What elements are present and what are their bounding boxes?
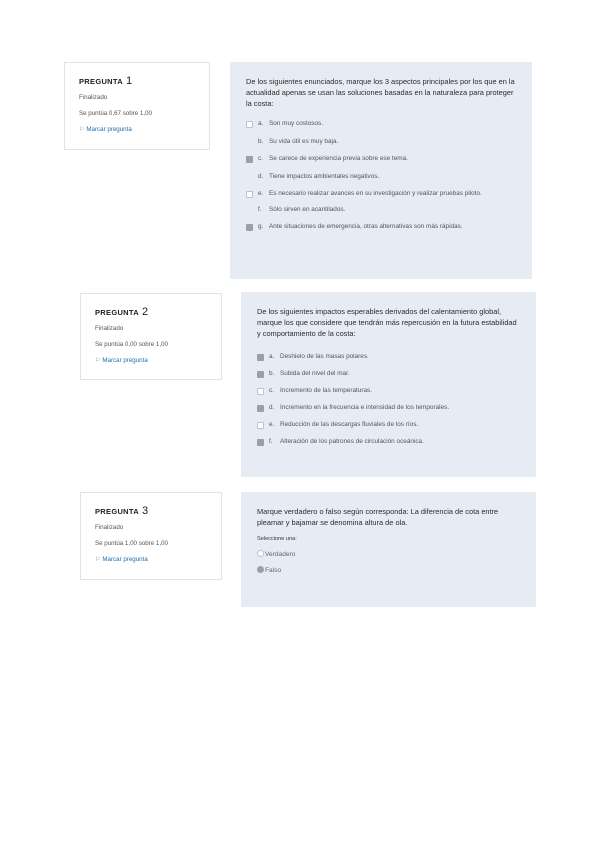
answer-option-g[interactable]: [246, 222, 516, 232]
option-text: Incremento en la frecuencia e intensidad de los temporales.: [280, 404, 450, 411]
question-score: Se puntúa 0,00 sobre 1,00: [95, 341, 168, 348]
answer-option-b[interactable]: [246, 137, 516, 147]
flag-question-label: Marcar pregunta: [102, 556, 148, 563]
question-label: PREGUNTA: [79, 77, 123, 86]
answer-option-e[interactable]: [257, 420, 520, 430]
checkbox[interactable]: [257, 388, 264, 395]
radio-option-false[interactable]: [257, 566, 520, 574]
option-letter: f.: [269, 438, 273, 445]
question-info-panel: [64, 62, 210, 150]
question-number: 1: [125, 75, 133, 87]
answer-option-c[interactable]: [257, 386, 520, 396]
question-content-panel: [230, 62, 532, 279]
answer-options: [257, 352, 520, 447]
checkbox[interactable]: [257, 371, 264, 378]
answer-option-f[interactable]: [257, 437, 520, 447]
radio-option-label: Falso: [265, 567, 282, 574]
option-text: Sólo sirven en acantilados.: [269, 205, 346, 213]
option-text: Es necesario realizar avances en su investigación y realizar pruebas piloto.: [269, 190, 482, 197]
option-letter: a.: [269, 353, 275, 360]
checkbox[interactable]: [246, 121, 253, 128]
option-text: Incremento de las temperaturas.: [280, 387, 372, 394]
flag-question-label: Marcar pregunta: [86, 126, 132, 133]
checkbox[interactable]: [257, 405, 264, 412]
answer-option-c[interactable]: [246, 154, 516, 164]
checkbox[interactable]: [246, 224, 253, 231]
option-letter: f.: [258, 205, 262, 213]
option-letter: b.: [269, 370, 275, 377]
question-title: [95, 306, 207, 318]
flag-icon: ⚐: [95, 557, 101, 563]
answer-option-d[interactable]: [246, 172, 516, 182]
question-text: Marque verdadero o falso según corresponda: La diferencia de cota entre pleamar y bajamar se denomina altura de ola.: [257, 507, 499, 527]
question-status: Finalizado: [95, 524, 124, 531]
question-score: Se puntúa 1,00 sobre 1,00: [95, 540, 168, 547]
question-status: Finalizado: [95, 325, 124, 332]
answer-option-e[interactable]: [246, 189, 516, 199]
option-letter: c.: [269, 387, 274, 394]
question-info-panel: [80, 492, 222, 580]
option-letter: d.: [258, 172, 264, 180]
checkbox[interactable]: [246, 174, 253, 181]
answer-option-a[interactable]: [246, 119, 516, 129]
answer-option-d[interactable]: [257, 403, 520, 413]
question-status: Finalizado: [79, 94, 108, 101]
flag-question-label: Marcar pregunta: [102, 357, 148, 364]
checkbox[interactable]: [257, 354, 264, 361]
question-text: De los siguientes impactos esperables derivados del calentamiento global, marque los que considere que tendrán más repercusión en la futura estabilidad y comportamiento de la costa:: [257, 307, 517, 338]
option-letter: c.: [258, 155, 263, 162]
option-text: Su vida útil es muy baja.: [269, 137, 339, 145]
option-text: Se carece de experiencia previa sobre ese tema.: [269, 155, 408, 162]
flag-icon: ⚐: [79, 127, 85, 133]
option-text: Alteración de los patrones de circulación oceánica.: [280, 438, 424, 445]
question-info-panel: [80, 293, 222, 380]
radio-option-true[interactable]: [257, 550, 520, 558]
option-letter: e.: [269, 421, 275, 428]
option-letter: g.: [258, 223, 264, 230]
checkbox[interactable]: [257, 439, 264, 446]
option-text: Tiene impactos ambientales negativos.: [269, 172, 380, 180]
question-title: [95, 505, 207, 517]
option-letter: a.: [258, 120, 264, 127]
flag-icon: ⚐: [95, 358, 101, 364]
select-one-label: Seleccione una:: [257, 536, 297, 542]
checkbox[interactable]: [246, 156, 253, 163]
option-letter: d.: [269, 404, 275, 411]
question-number: 2: [141, 306, 149, 318]
answer-option-b[interactable]: [257, 369, 520, 379]
question-label: PREGUNTA: [95, 507, 139, 516]
checkbox[interactable]: [246, 191, 253, 198]
option-text: Reducción de las descargas fluviales de los ríos.: [280, 421, 419, 428]
question-content-panel: [241, 292, 536, 477]
checkbox[interactable]: [246, 139, 253, 146]
radio-button[interactable]: [257, 550, 264, 557]
flag-question-link[interactable]: [79, 126, 195, 133]
answer-option-f[interactable]: [246, 205, 516, 215]
option-letter: b.: [258, 137, 264, 145]
checkbox[interactable]: [246, 207, 253, 214]
checkbox[interactable]: [257, 422, 264, 429]
radio-option-label: Verdadero: [265, 551, 296, 558]
question-content-panel: [241, 492, 536, 607]
question-label: PREGUNTA: [95, 308, 139, 317]
question-text: De los siguientes enunciados, marque los 3 aspectos principales por los que en la actualidad apenas se usan las soluciones basadas en la naturaleza para proteger la costa:: [246, 77, 515, 108]
question-title: [79, 75, 195, 87]
option-text: Son muy costosos.: [269, 120, 323, 127]
radio-button[interactable]: [257, 566, 264, 573]
option-text: Deshielo de las masas polares.: [280, 353, 369, 360]
option-text: Subida del nivel del mar.: [280, 370, 350, 377]
flag-question-link[interactable]: [95, 357, 207, 364]
flag-question-link[interactable]: [95, 556, 207, 563]
question-number: 3: [141, 505, 149, 517]
option-text: Ante situaciones de emergencia, otras alternativas son más rápidas.: [269, 223, 463, 230]
option-letter: e.: [258, 190, 264, 197]
answer-options: [246, 119, 516, 232]
answer-option-a[interactable]: [257, 352, 520, 362]
question-score: Se puntúa 0,67 sobre 1,00: [79, 110, 152, 117]
